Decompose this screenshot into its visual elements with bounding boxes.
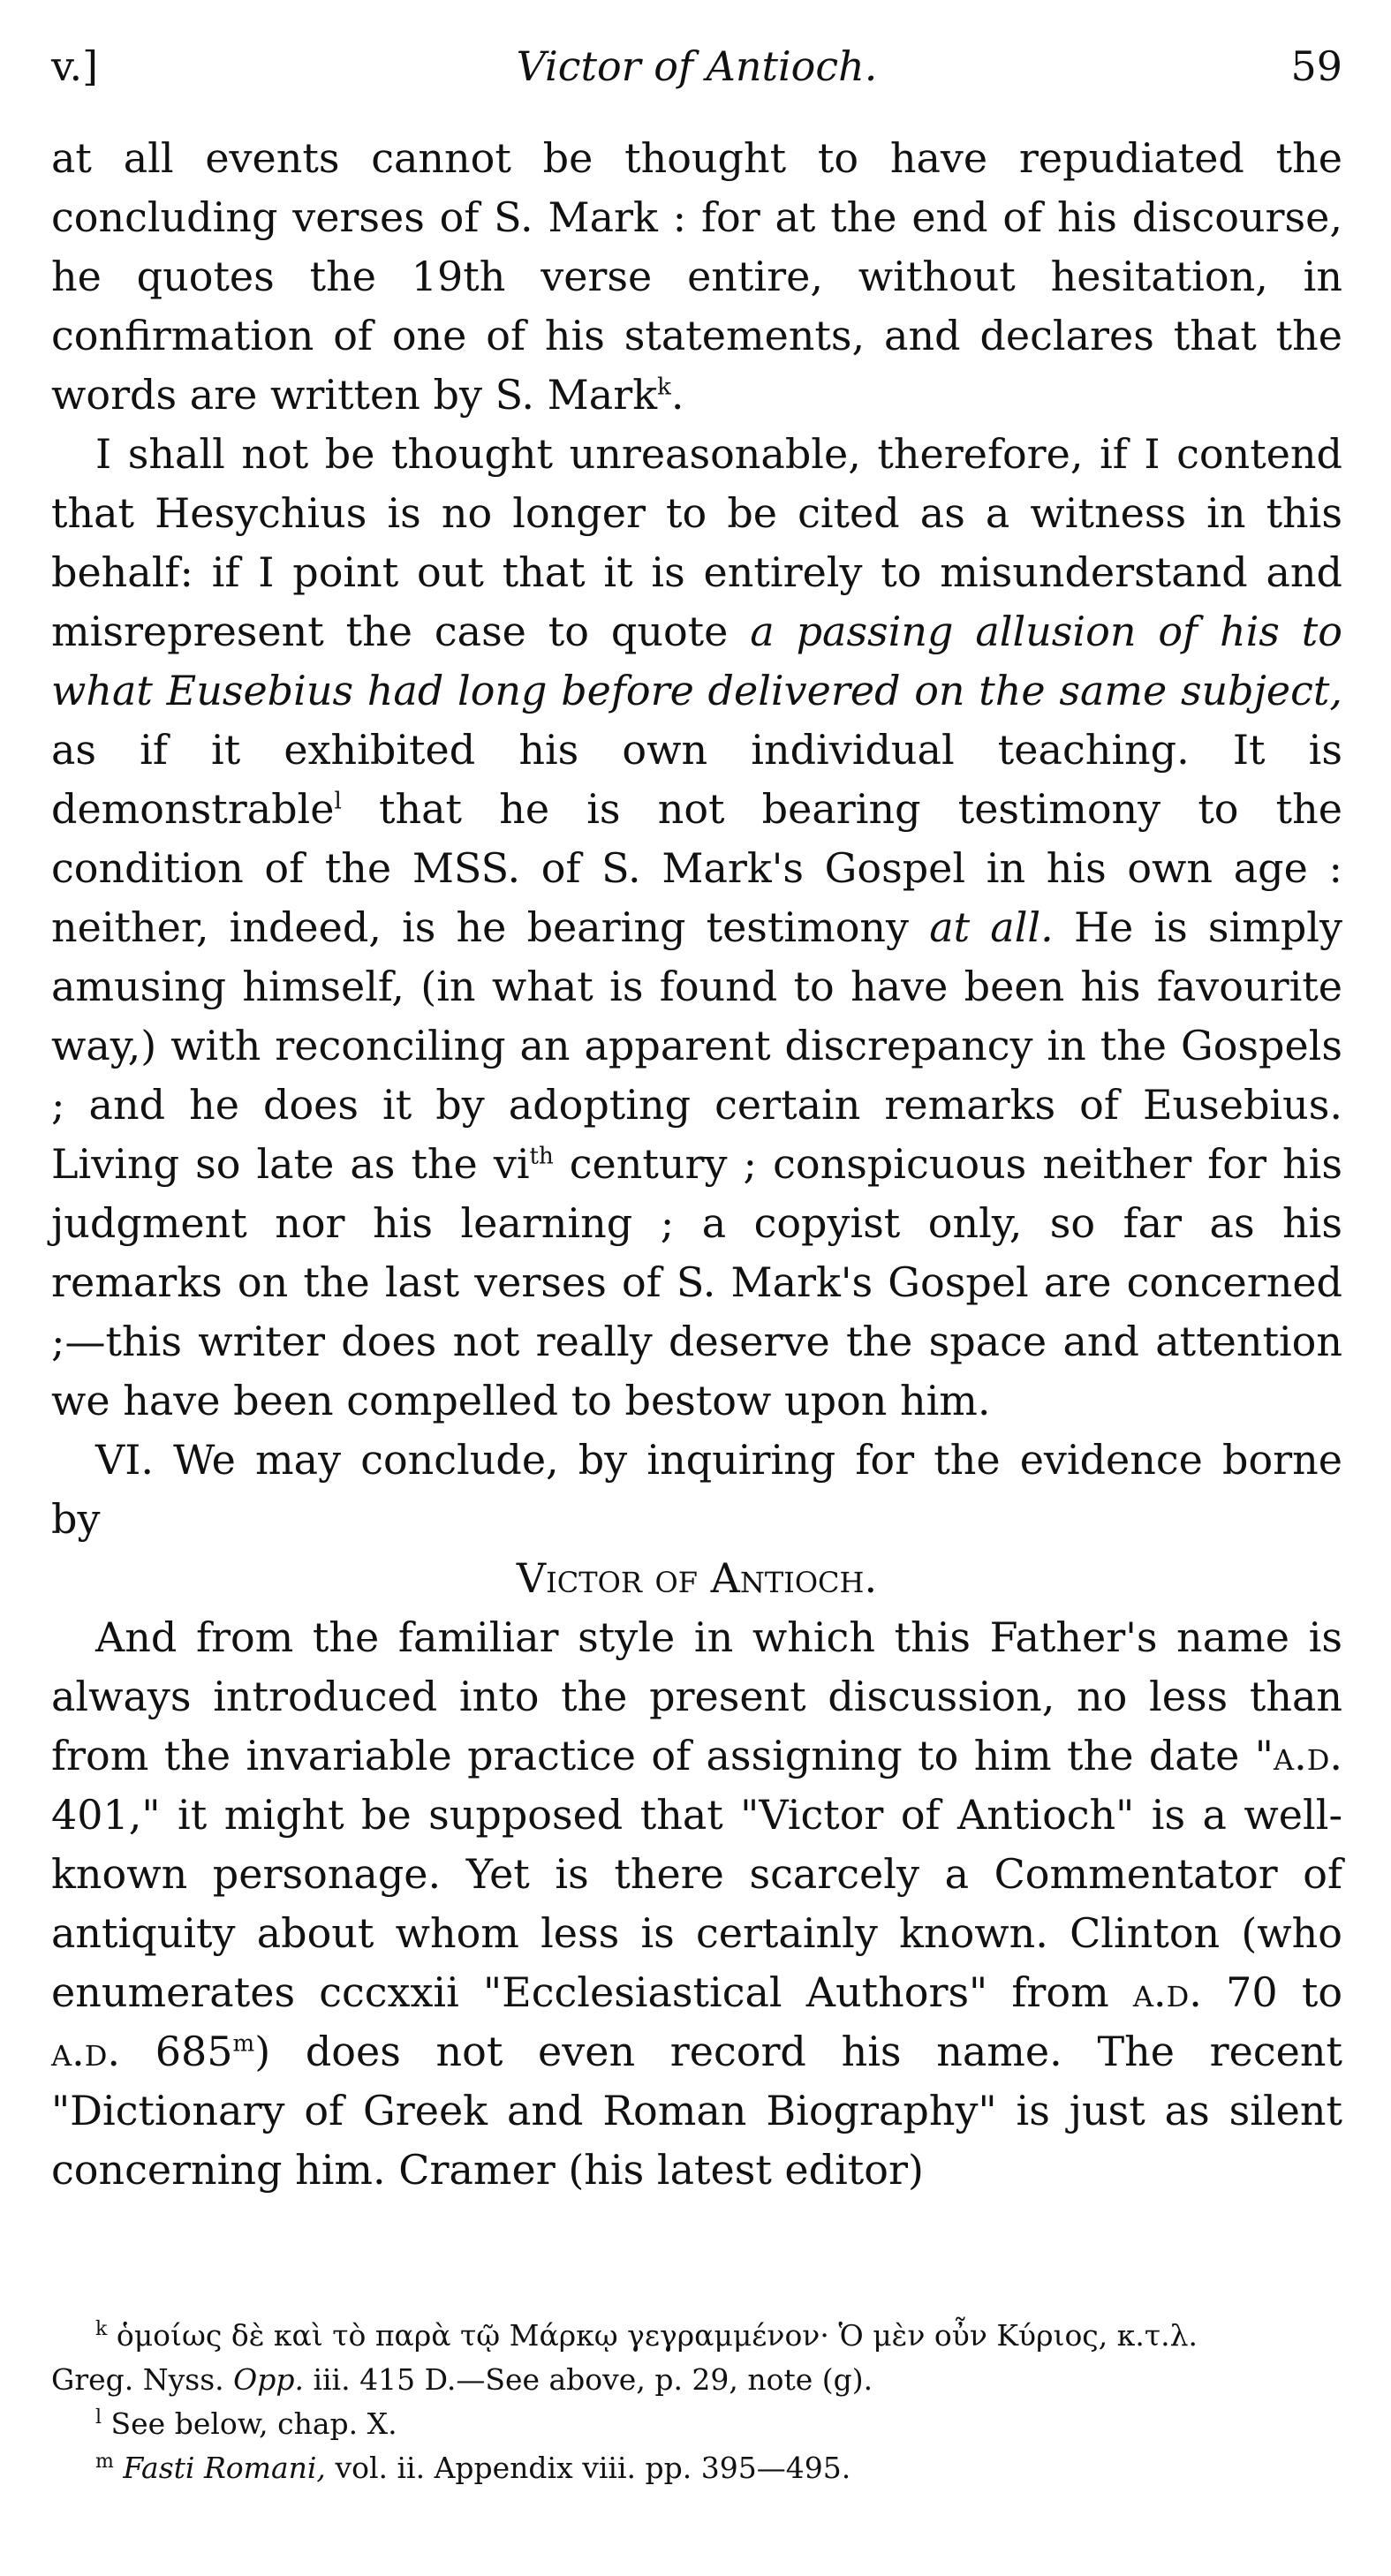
footnotes bbox=[51, 2314, 1342, 2490]
running-header bbox=[51, 35, 1342, 97]
page bbox=[51, 35, 1342, 2200]
section-title: Victor of Antioch. bbox=[516, 1554, 878, 1602]
paragraph-1: at all events cannot be thought to have repudiated the concluding verses of S. Mark : for at the end of his discourse, he quotes the 19th verse entire, without hesitation, in confirmation of one of his statements, and declares that the words are written by S. Mark$^k$. bbox=[51, 134, 1342, 419]
footnote-k-continued: Greg. Nyss. Opp. iii. 415 D.—See above, p. 29, note (g). bbox=[51, 2362, 873, 2397]
footnote-k: $^k$ ὁμοίως δὲ καὶ τὸ παρὰ τῷ Μάρκῳ γεγραμμένον· Ὁ μὲν οὖν Κύριος, κ.τ.λ. bbox=[95, 2318, 1198, 2353]
chapter-marker: v.] bbox=[51, 42, 99, 90]
footnote-ref-k: k bbox=[657, 374, 671, 401]
footnote-ref-l: l bbox=[334, 788, 342, 815]
footnote-l: $^l$ See below, chap. X. bbox=[95, 2406, 397, 2441]
paragraph-4: And from the familiar style in which this Father's name is always introduced into the present discussion, no less than from the invariable practice of assigning to him the date "a.d. 401," it might be supposed that "Victor of Antioch" is a well-known personage. Yet is there scarcely a Commentator of antiquity about whom less is certainly known. Clinton (who enumerates cccxxii "Ecclesiastical Authors" from a.d. 70 to a.d. 685$^m$) does not even record his name. The recent "Dictionary of Greek and Roman Biography" is just as silent concerning him. Cramer (his latest editor) bbox=[51, 1613, 1343, 2194]
paragraph-2: I shall not be thought unreasonable, therefore, if I contend that Hesychius is no longer to be cited as a witness in this behalf: if I point out that it is entirely to misunderstand and misrepresent the case to quote a passing allusion of his to what Eusebius had long before delivered on the same subject, as if it exhibited his own individual teaching. It is demonstrable$^l$ that he is not bearing testimony to the condition of the MSS. of S. Mark's Gospel in his own age : neither, indeed, is he bearing testimony at all. He is simply amusing himself, (in what is found to have been his favourite way,) with reconciling an apparent discrepancy in the Gospels ; and he does it by adopting certain remarks of Eusebius. Living so late as the $vi^{th}$ century ; conspicuous neither for his judgment nor his learning ; a copyist only, so far as his remarks on the last verses of S. Mark's Gospel are concerned ;—this writer does not really deserve the space and attention we have been compelled to bestow upon him. bbox=[51, 430, 1343, 1424]
running-title: Victor of Antioch. bbox=[516, 42, 878, 90]
paragraph-3: VI. We may conclude, by inquiring for the evidence borne by bbox=[51, 1436, 1342, 1543]
footnote-m: $^m$ Fasti Romani, vol. ii. Appendix viii. pp. 395—495. bbox=[95, 2451, 851, 2485]
footnote-ref-m: m bbox=[232, 2030, 255, 2058]
body-text bbox=[51, 129, 1342, 2200]
page-number: 59 bbox=[1290, 42, 1342, 90]
